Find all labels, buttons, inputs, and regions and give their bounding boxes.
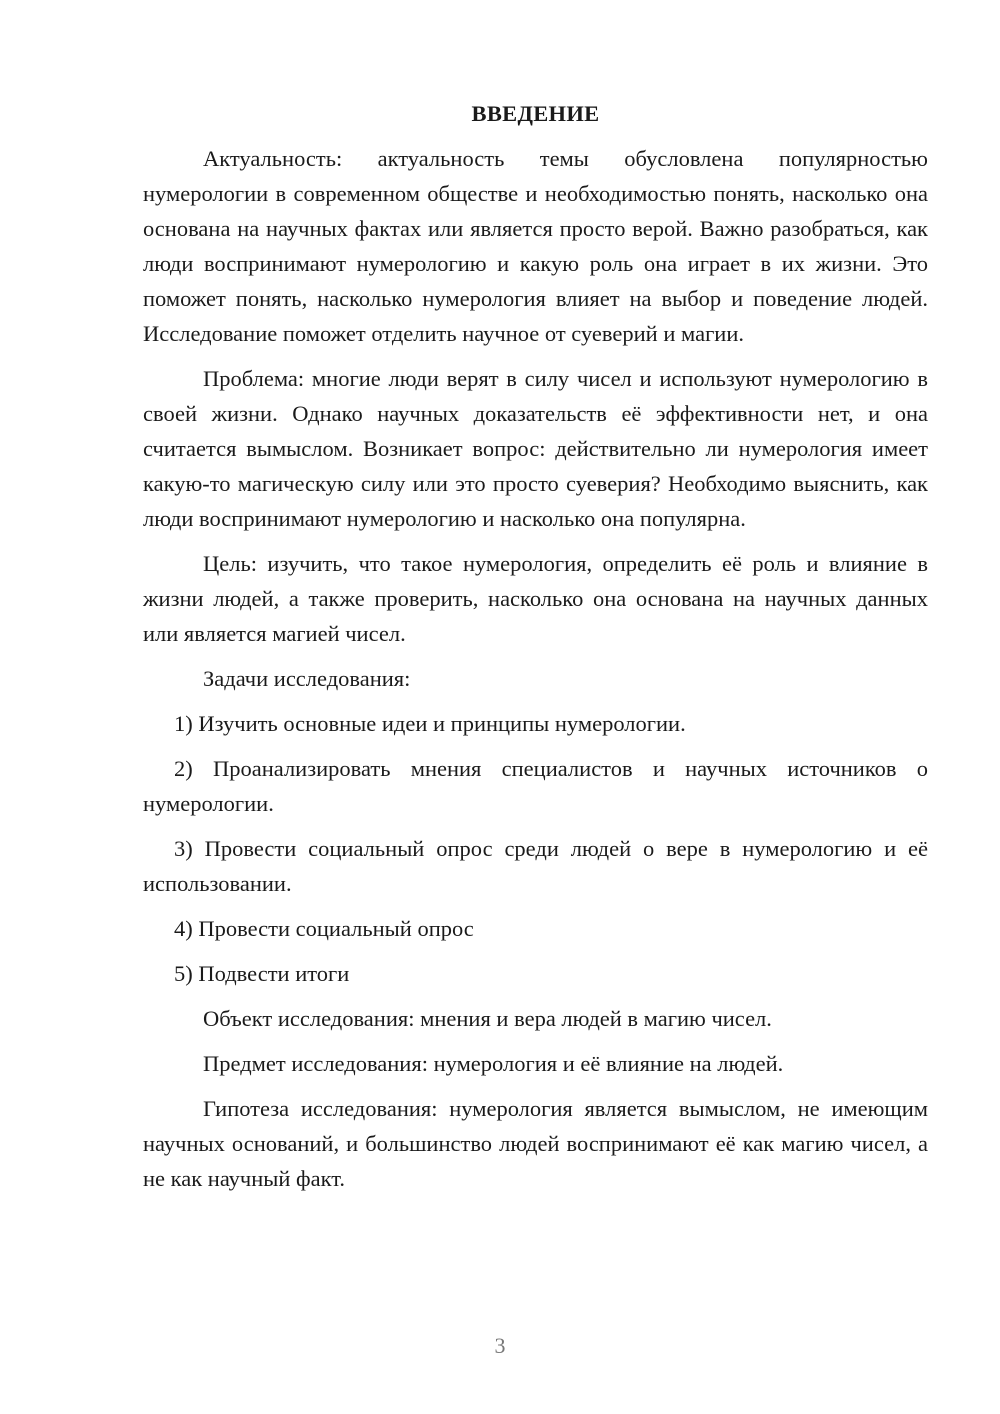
section-title: ВВЕДЕНИЕ xyxy=(471,101,600,126)
task-item-1: 1) Изучить основные идеи и принципы нумерологии. xyxy=(174,711,686,736)
task-item-3: 3) Провести социальный опрос среди людей о вере в нумерологию и её использовании. xyxy=(143,836,928,896)
task-item-4: 4) Провести социальный опрос xyxy=(174,916,474,941)
page-number: 3 xyxy=(494,1333,506,1358)
paragraph-relevance: Актуальность: актуальность темы обусловлена популярностью нумерологии в современном обществе и необходимостью понять, насколько она основана на научных фактах или является просто верой. Важно разобраться, как люди воспринимают нумерологию и какую роль она играет в их жизни. Это поможет понять, насколько нумерология влияет на выбор и поведение людей. Исследование поможет отделить научное от суеверий и магии. xyxy=(143,146,928,346)
task-item-2: 2) Проанализировать мнения специалистов и научных источников о нумерологии. xyxy=(143,756,928,816)
paragraph-goal: Цель: изучить, что такое нумерология, определить её роль и влияние в жизни людей, а также проверить, насколько она основана на научных данных или является магией чисел. xyxy=(143,551,928,646)
tasks-heading: Задачи исследования: xyxy=(203,666,411,691)
paragraph-problem: Проблема: многие люди верят в силу чисел и используют нумерологию в своей жизни. Однако научных доказательств её эффективности нет, и она считается вымыслом. Возникает вопрос: действительно ли нумерология имеет какую-то магическую силу или это просто суеверия? Необходимо выяснить, как люди воспринимают нумерологию и насколько она популярна. xyxy=(143,366,928,531)
paragraph-object: Объект исследования: мнения и вера людей в магию чисел. xyxy=(203,1006,772,1031)
task-item-5: 5) Подвести итоги xyxy=(174,961,350,986)
document-page xyxy=(143,96,928,1206)
paragraph-hypothesis: Гипотеза исследования: нумерология является вымыслом, не имеющим научных оснований, и большинство людей воспринимают её как магию чисел, а не как научный факт. xyxy=(143,1096,928,1191)
paragraph-subject: Предмет исследования: нумерология и её влияние на людей. xyxy=(203,1051,784,1076)
